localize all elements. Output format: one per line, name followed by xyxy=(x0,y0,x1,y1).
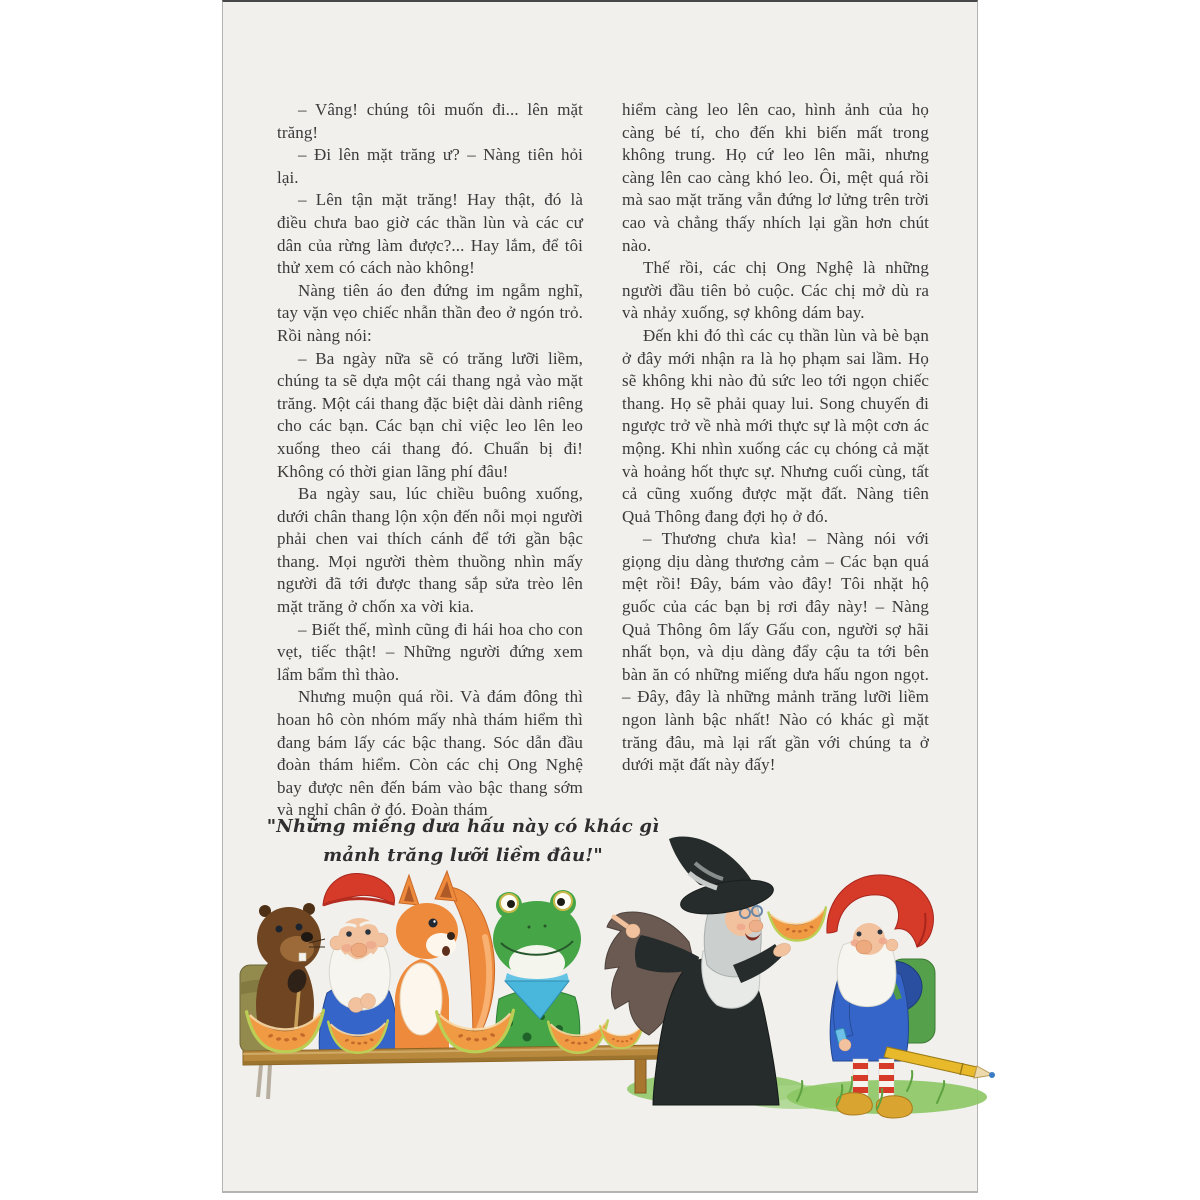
text-column-right xyxy=(622,99,929,777)
paragraph: Ba ngày sau, lúc chiều buông xuống, dưới chân thang lộn xộn đến nỗi mọi người phải chen vai thích cánh để tới gần bậc thang. Mọi người thèm thuồng nhìn mấy người đã tới được thang sắp sửa trèo lên mặt trăng ở chốn xa vời kia. xyxy=(277,484,583,617)
paragraph: Nàng tiên áo đen đứng im ngẫm nghĩ, tay vặn vẹo chiếc nhẫn thần đeo ở ngón trỏ. Rồi nàng nói: xyxy=(277,280,583,345)
paragraph: – Biết thế, mình cũng đi hái hoa cho con vẹt, tiếc thật! – Những người đứng xem lẩm bẩm thì thào. xyxy=(277,619,583,684)
story-illustration xyxy=(237,822,983,1118)
offered-melon-slice xyxy=(768,907,828,942)
paragraph: – Thương chưa kìa! – Nàng nói với giọng dịu dàng thương cảm – Các bạn quá mệt rồi! Đây, bám vào đây! Tôi nhặt hộ guốc của các bạn bị rơi đây này! – Nàng Quả Thông ôm lấy Gấu con, người sợ hãi nhất bọn, và dịu dàng đẩy cậu ta tới bên bàn ăn có những miếng dưa hấu ngon ngọt. – Đây, đây là những mảnh trăng lưỡi liềm ngon lành bậc nhất! Nào có khác gì mặt trăng đâu, mà lại rất gần với chúng ta ở dưới mặt đất này đấy! xyxy=(622,529,929,775)
pointing-hand xyxy=(626,924,640,938)
paragraph: – Lên tận mặt trăng! Hay thật, đó là điều chưa bao giờ các thần lùn và các cư dân của rừng làm được?... Hay lắm, để tôi thử xem có cách nào không! xyxy=(277,190,583,278)
paragraph: hiểm càng leo lên cao, hình ảnh của họ càng bé tí, cho đến khi biến mất trong không trung. Họ cứ leo lên mãi, nhưng càng lên cao càng khó leo. Ôi, mệt quá rồi mà sao mặt trăng vẫn đứng lơ lửng trên trời cao và chẳng thấy nhích lại gần hơn chút nào. xyxy=(622,100,929,255)
paragraph: Thế rồi, các chị Ong Nghệ là những người đầu tiên bỏ cuộc. Các chị mở dù ra và nhảy xuống, sợ không dám bay. xyxy=(622,258,929,323)
paragraph: Nhưng muộn quá rồi. Và đám đông thì hoan hô còn nhóm mấy nhà thám hiểm thì đang bám lấy các bậc thang. Sóc dẫn đầu đoàn thám hiểm. Còn các chị Ong Nghệ bay được nên đến bám vào bậc thang sớm và nghỉ chân ở đó. Đoàn thám xyxy=(277,687,583,820)
text-column-left xyxy=(277,99,583,822)
illustration-caption: "Những miếng dưa hấu này có khác gì mảnh trăng lưỡi liềm đâu!" xyxy=(266,816,660,866)
paragraph: – Vâng! chúng tôi muốn đi... lên mặt trăng! xyxy=(277,100,583,142)
paragraph: Đến khi đó thì các cụ thần lùn và bè bạn ở đây mới nhận ra là họ phạm sai lầm. Họ sẽ không khi nào đủ sức leo tới ngọn chiếc thang. Họ sẽ phải quay lui. Song chuyến đi ngược trở về nhà mới thực sự là một cơn ác mộng. Khi nhìn xuống các cụ chóng cả mặt và hoảng hốt thực sự. Nhưng cuối cùng, tất cả cũng xuống được mặt đất. Nàng tiên Quả Thông đang đợi họ ở đó. xyxy=(622,325,929,526)
paragraph: – Đi lên mặt trăng ư? – Nàng tiên hỏi lại. xyxy=(277,145,583,187)
beaver-nose xyxy=(301,932,313,942)
book-page xyxy=(222,0,978,1193)
wooden-table xyxy=(243,1045,663,1099)
giant-pencil xyxy=(884,1047,977,1077)
paragraph: – Ba ngày nữa sẽ có trăng lưỡi liềm, chúng ta sẽ dựa một cái thang ngả vào mặt trăng. Một cái thang đặc biệt dài dành riêng cho các bạn. Các bạn chỉ việc leo lên leo xuống theo cái thang đó. Chuẩn bị đi! Không có thời gian lãng phí đâu! xyxy=(277,348,583,481)
